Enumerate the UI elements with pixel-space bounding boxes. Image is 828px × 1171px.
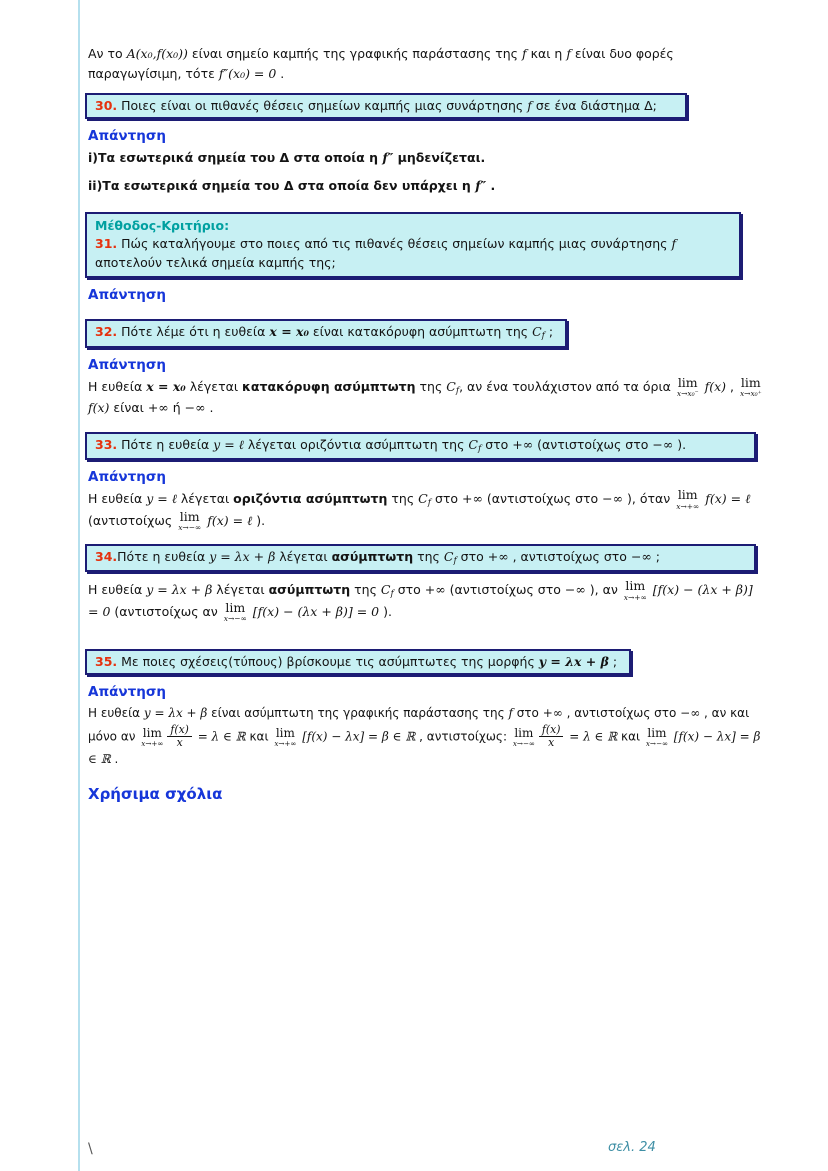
text-run: της <box>350 582 381 598</box>
text-run: οριζόντια ασύμπτωτη <box>233 491 388 507</box>
text-run: αποτελούν τελικά σημεία καμπής της; <box>95 254 336 270</box>
text-run: Πότε η ευθεία <box>117 437 214 453</box>
text-run: Η ευθεία <box>88 706 144 721</box>
text-run: C <box>468 437 478 453</box>
text-run: f(x) <box>700 378 727 394</box>
text-run: (αντιστοίχως στο <box>482 491 603 507</box>
text-run: [f(x) − (λx + β)] = 0 <box>88 582 753 619</box>
text-run: , αντιστοίχως στο <box>508 548 631 564</box>
text-run: είναι σημείο καμπής της γραφικής παράστασης της <box>187 46 522 61</box>
question-32-box <box>85 319 567 347</box>
text-run: f <box>453 556 457 567</box>
text-run: y = ℓ <box>146 491 177 507</box>
text-run: Πώς καταλήγουμε στο ποιες από τις πιθανές θέσεις σημείων καμπής μιας συνάρτησης <box>117 235 672 251</box>
text-run: , αν και μόνο αν <box>88 706 750 744</box>
text-run: μηδενίζεται. <box>393 150 486 166</box>
text-run: i) <box>88 150 98 166</box>
limit-expression: lim x→+∞ <box>141 725 164 748</box>
text-run: +∞ <box>147 399 169 415</box>
answer-34-text <box>88 580 764 622</box>
text-run: είναι κατακόρυφη ασύμπτωτη της <box>308 324 533 340</box>
text-run: , αντιστοίχως: <box>415 729 511 744</box>
question-34-text <box>95 548 746 568</box>
answer-30-item-i <box>88 148 764 168</box>
text-run: −∞ <box>680 706 701 721</box>
answer-32-text <box>88 374 764 419</box>
text-run: είναι δυο φορές παραγωγίσιμη, τότε <box>88 46 674 82</box>
text-run: . <box>110 751 119 766</box>
answer-33-text <box>88 489 764 531</box>
text-run: ασύμπτωτη <box>331 548 414 564</box>
text-run: ), όταν <box>623 491 675 507</box>
answer-35-text <box>88 704 764 769</box>
text-run: Η ευθεία <box>88 582 147 598</box>
fraction-expression: $\frac{f(x)}{x}$ <box>539 724 564 750</box>
text-run: Η ευθεία <box>88 491 147 507</box>
limit-expression: lim x→−∞ <box>645 725 668 748</box>
text-run: Πότε λέμε ότι η ευθεία <box>117 324 270 340</box>
text-run: ), αν <box>585 582 622 598</box>
text-run: ή <box>168 399 185 415</box>
text-run: f″ <box>382 150 394 166</box>
question-30-text <box>95 97 677 116</box>
text-run: ). <box>673 437 687 453</box>
text-run: στο <box>481 437 513 453</box>
text-run: . <box>205 399 214 415</box>
text-run: και <box>245 729 273 744</box>
text-run: f <box>427 498 431 509</box>
limit-expression: lim x→x₀⁺ <box>739 374 762 399</box>
question-33-box <box>85 432 756 460</box>
text-run: , <box>726 378 738 394</box>
text-run: f <box>527 97 532 113</box>
text-run: στο <box>456 548 488 564</box>
text-run: 33. <box>95 437 118 453</box>
text-run: f(x) = ℓ <box>203 512 253 528</box>
text-run: f″(x₀) = 0 <box>218 66 277 82</box>
text-run: f(x) <box>88 399 110 415</box>
text-run: y = λx + β <box>538 653 609 669</box>
text-run: . <box>276 66 285 82</box>
text-run: −∞ <box>652 437 674 453</box>
text-run: x = x₀ <box>146 378 186 394</box>
text-run: ). <box>252 512 266 528</box>
limit-expression: lim x→−∞ <box>512 725 535 748</box>
text-run: −∞ <box>184 399 206 415</box>
text-run: −∞ <box>602 491 624 507</box>
useful-comments-heading: Χρήσιμα σχόλια <box>88 784 223 803</box>
text-run: [f(x) − (λx + β)] = 0 <box>248 603 380 619</box>
question-30-box <box>85 93 687 120</box>
text-run: f <box>455 385 460 396</box>
text-run: σε ένα διάστημα Δ; <box>531 97 657 113</box>
text-run: Με ποιες σχέσεις(τύπους) βρίσκουμε τις ασύμπτωτες της μορφής <box>117 653 539 669</box>
page-content <box>88 44 764 810</box>
method-criterion-box <box>85 212 741 279</box>
intro-paragraph <box>88 44 764 85</box>
text-run: ii) <box>88 177 103 193</box>
limit-expression: lim x→+∞ <box>274 725 297 748</box>
question-34-box <box>85 544 756 572</box>
text-run: x = x₀ <box>269 324 309 340</box>
text-run: C <box>446 378 456 394</box>
text-run: C <box>532 324 542 340</box>
text-run: λέγεται <box>185 378 243 394</box>
text-run: +∞ <box>487 548 509 564</box>
answer-heading-30: Απάντηση <box>88 128 166 145</box>
text-run: C <box>443 548 454 564</box>
text-run: −∞ <box>630 548 652 564</box>
text-run: A(x₀,f(x₀)) <box>126 46 188 61</box>
text-run: +∞ <box>424 582 446 598</box>
question-31-text <box>95 235 731 273</box>
footer-mark: \ <box>88 1141 93 1157</box>
answer-30-item-ii <box>88 176 764 196</box>
text-run: ; <box>608 653 618 669</box>
text-run: = λ ∈ ℝ <box>565 729 618 744</box>
text-run: f <box>508 706 513 721</box>
text-run: στο <box>393 582 425 598</box>
text-run: +∞ <box>512 437 534 453</box>
text-run: [f(x) − λx] = β ∈ ℝ <box>88 729 761 766</box>
text-run: (αντιστοίχως <box>88 512 177 528</box>
text-run: είναι <box>109 399 148 415</box>
text-run: Αν το <box>88 46 127 61</box>
text-run: +∞ <box>542 706 563 721</box>
text-run: C <box>380 582 391 598</box>
question-32-text <box>95 323 557 343</box>
question-35-box <box>85 649 631 676</box>
text-run: Η ευθεία <box>88 378 147 394</box>
limit-expression: lim x→−∞ <box>223 599 247 624</box>
text-run: κατακόρυφη ασύμπτωτη <box>242 378 416 394</box>
text-run: y = ℓ <box>213 437 244 453</box>
text-run: = λ ∈ ℝ <box>193 729 246 744</box>
text-run: και η <box>526 46 567 61</box>
text-run: λέγεται <box>176 491 234 507</box>
text-run: Τα εσωτερικά σημεία του Δ στα οποία δεν υπάρχει η <box>102 177 476 193</box>
text-run: f <box>566 46 571 61</box>
text-run: Τα εσωτερικά σημεία του Δ στα οποία η <box>98 150 383 166</box>
text-run: +∞ <box>462 491 483 507</box>
answer-heading-32: Απάντηση <box>88 356 166 373</box>
text-run: . <box>486 177 496 193</box>
limit-expression: lim x→x₀⁻ <box>676 374 699 399</box>
text-run: −∞ <box>564 582 586 598</box>
margin-line <box>78 0 80 1171</box>
text-run: f″ <box>475 177 487 193</box>
text-run: 34. <box>95 548 118 564</box>
text-run: f <box>390 589 394 600</box>
text-run: , αντιστοίχως στο <box>562 706 681 721</box>
text-run: της <box>415 378 447 394</box>
text-run: στο <box>430 491 463 507</box>
question-33-text <box>95 436 746 456</box>
text-run: ασύμπτωτη <box>268 582 351 598</box>
text-run: y = λx + β <box>209 548 276 564</box>
text-run: 31. <box>95 235 118 251</box>
text-run: της <box>387 491 419 507</box>
text-run: f <box>671 235 677 251</box>
text-run: 32. <box>95 324 118 340</box>
text-run: f <box>521 46 527 61</box>
text-run: [f(x) − λx] = β ∈ ℝ <box>298 729 416 744</box>
text-run: λέγεται οριζόντια ασύμπτωτη της <box>243 437 469 453</box>
text-run: και <box>617 729 644 744</box>
fraction-expression: $\frac{f(x)}{x}$ <box>167 724 192 750</box>
text-run: Ποιες είναι οι πιθανές θέσεις σημείων καμπής μιας συνάρτησης <box>117 97 528 113</box>
text-run: Πότε η ευθεία <box>117 548 210 564</box>
text-run: C <box>418 491 428 507</box>
text-run: λέγεται <box>212 582 269 598</box>
text-run: ). <box>379 603 392 619</box>
limit-expression: lim x→+∞ <box>676 487 700 511</box>
text-run: της <box>413 548 444 564</box>
answer-heading-33: Απάντηση <box>88 469 166 486</box>
text-run: 30. <box>95 97 118 113</box>
text-run: στο <box>512 706 543 721</box>
text-run: λέγεται <box>275 548 332 564</box>
text-run: y = λx + β <box>146 582 213 598</box>
text-run: f(x) = ℓ <box>701 491 751 507</box>
page-number: σελ. 24 <box>608 1140 656 1155</box>
text-run: y = λx + β <box>143 706 208 721</box>
answer-heading-31: Απάντηση <box>88 287 166 304</box>
text-run: ; <box>544 324 554 340</box>
text-run: (αντιστοίχως στο <box>445 582 565 598</box>
text-run: είναι ασύμπτωτη της γραφικής παράστασης της <box>207 706 509 721</box>
answer-heading-35: Απάντηση <box>88 684 166 701</box>
text-run: 35. <box>95 653 118 669</box>
question-35-text <box>95 653 621 672</box>
text-run: f <box>477 444 482 455</box>
limit-expression: lim x→−∞ <box>178 508 202 533</box>
text-run: (αντιστοίχως στο <box>533 437 653 453</box>
text-run: f <box>541 331 545 342</box>
text-run: (αντιστοίχως αν <box>110 603 222 619</box>
text-run: , αν ένα τουλάχιστον από τα όρια <box>459 378 675 394</box>
limit-expression: lim x→+∞ <box>623 578 647 602</box>
method-criterion-header: Μέθοδος-Κριτήριο: <box>95 217 230 233</box>
text-run: ; <box>651 548 661 564</box>
